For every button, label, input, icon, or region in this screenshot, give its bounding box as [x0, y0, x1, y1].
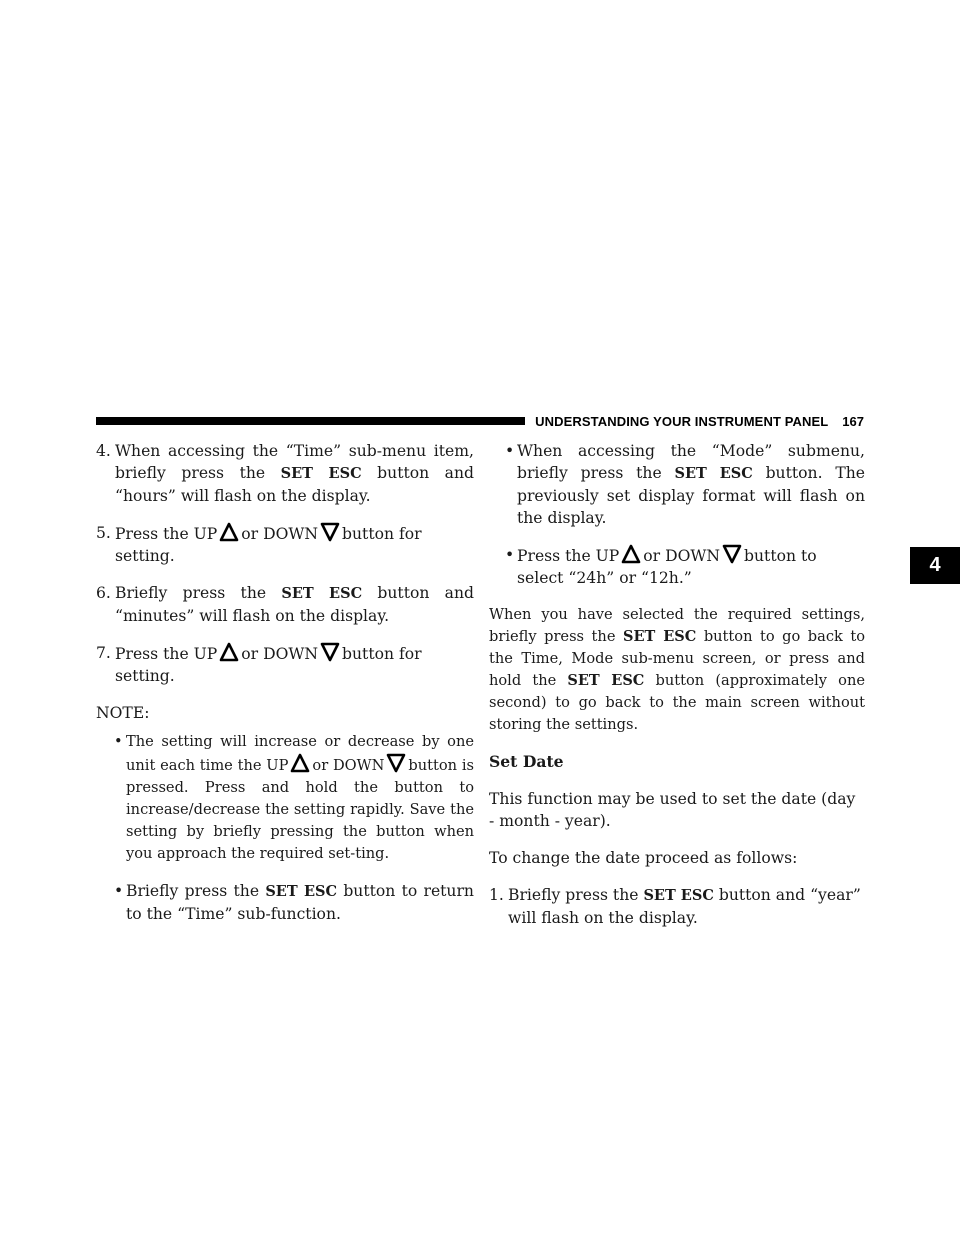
step-number: 6. [96, 584, 111, 602]
up-triangle-icon [219, 642, 239, 662]
date-intro-paragraph: This function may be used to set the date (day - month - year). [489, 790, 856, 830]
section-heading: Set Date [489, 752, 564, 771]
bullet-text: button to return to the “Time” sub-function. [126, 882, 474, 923]
step-text: When accessing the “Time” sub-menu item, briefly press the [115, 442, 474, 482]
set-esc-label: SET ESC [567, 672, 645, 689]
bullet-text: button. The previously set display format will flash on the display. [517, 464, 865, 527]
set-esc-label: SET ESC [265, 883, 338, 900]
bullet-text: Press the UP [517, 547, 620, 565]
step-text: Briefly press the [508, 886, 639, 904]
bullet-dot: • [114, 733, 123, 750]
date-proceed-paragraph: To change the date proceed as follows: [489, 849, 798, 867]
chapter-tab: 4 [910, 547, 960, 584]
right-column [489, 440, 865, 944]
step-text: or DOWN [241, 645, 319, 663]
step-5 [96, 522, 474, 567]
bullet-text: button to select “24h” or “12h.” [517, 547, 817, 587]
paragraph-text: button (approximately one second) to go back to the main screen without storing the settings. [489, 672, 865, 733]
set-esc-label: SET ESC [622, 628, 697, 645]
set-esc-label: SET ESC [280, 465, 362, 482]
step-text: button and “hours” will flash on the display. [115, 464, 474, 505]
bullet-text: Briefly press the [126, 882, 260, 900]
mode-bullet-1 [489, 440, 865, 529]
step-number: 4. [96, 442, 111, 460]
bullet-text: or DOWN [312, 757, 385, 774]
paragraph-text: When you have selected the required settings, briefly press the [489, 606, 865, 645]
set-esc-label: SET ESC [643, 887, 714, 904]
note-bullet-1 [96, 731, 474, 865]
header-title: UNDERSTANDING YOUR INSTRUMENT PANEL [535, 413, 829, 429]
mode-bullet-2 [489, 544, 865, 589]
bullet-dot: • [505, 546, 515, 564]
step-number: 7. [96, 644, 111, 662]
page-number: 167 [842, 413, 864, 429]
step-text: Press the UP [115, 645, 218, 663]
down-triangle-icon [386, 753, 406, 773]
step-number: 5. [96, 524, 111, 542]
step-4 [96, 440, 474, 507]
step-text: Press the UP [115, 525, 218, 543]
settings-paragraph [489, 604, 865, 736]
step-text: button for setting. [115, 525, 422, 565]
bullet-text: or DOWN [643, 547, 721, 565]
up-triangle-icon [219, 522, 239, 542]
bullet-text: button is pressed. Press and hold the button to increase/decrease the setting rapidly. Save the setting by briefly pressing the button when you approach the required set-ting. [126, 757, 474, 862]
paragraph-text: button to go back to the Time, Mode sub-menu screen, or press and hold the [489, 628, 866, 689]
set-esc-label: SET ESC [281, 585, 363, 602]
step-number: 1. [489, 886, 504, 904]
bullet-text: When accessing the “Mode” submenu, briefly press the [517, 442, 865, 482]
bullet-dot: • [114, 882, 124, 900]
step-6 [96, 582, 474, 627]
step-text: button for setting. [115, 645, 422, 685]
step-7 [96, 642, 474, 687]
step-text: button and “minutes” will flash on the display. [115, 584, 474, 625]
header-rule [96, 417, 525, 425]
date-step-1 [489, 884, 865, 929]
left-column [96, 440, 474, 940]
down-triangle-icon [320, 642, 340, 662]
up-triangle-icon [290, 753, 310, 773]
bullet-dot: • [505, 442, 515, 460]
step-text: or DOWN [241, 525, 319, 543]
set-esc-label: SET ESC [674, 465, 753, 482]
note-label: NOTE: [96, 704, 150, 722]
down-triangle-icon [320, 522, 340, 542]
bullet-text: The setting will increase or decrease by one unit each time the UP [126, 733, 474, 774]
page-header [96, 412, 864, 430]
note-bullet-2 [96, 880, 474, 925]
down-triangle-icon [722, 544, 742, 564]
step-text: button and “year” will flash on the display. [508, 886, 861, 927]
up-triangle-icon [621, 544, 641, 564]
step-text: Briefly press the [115, 584, 267, 602]
